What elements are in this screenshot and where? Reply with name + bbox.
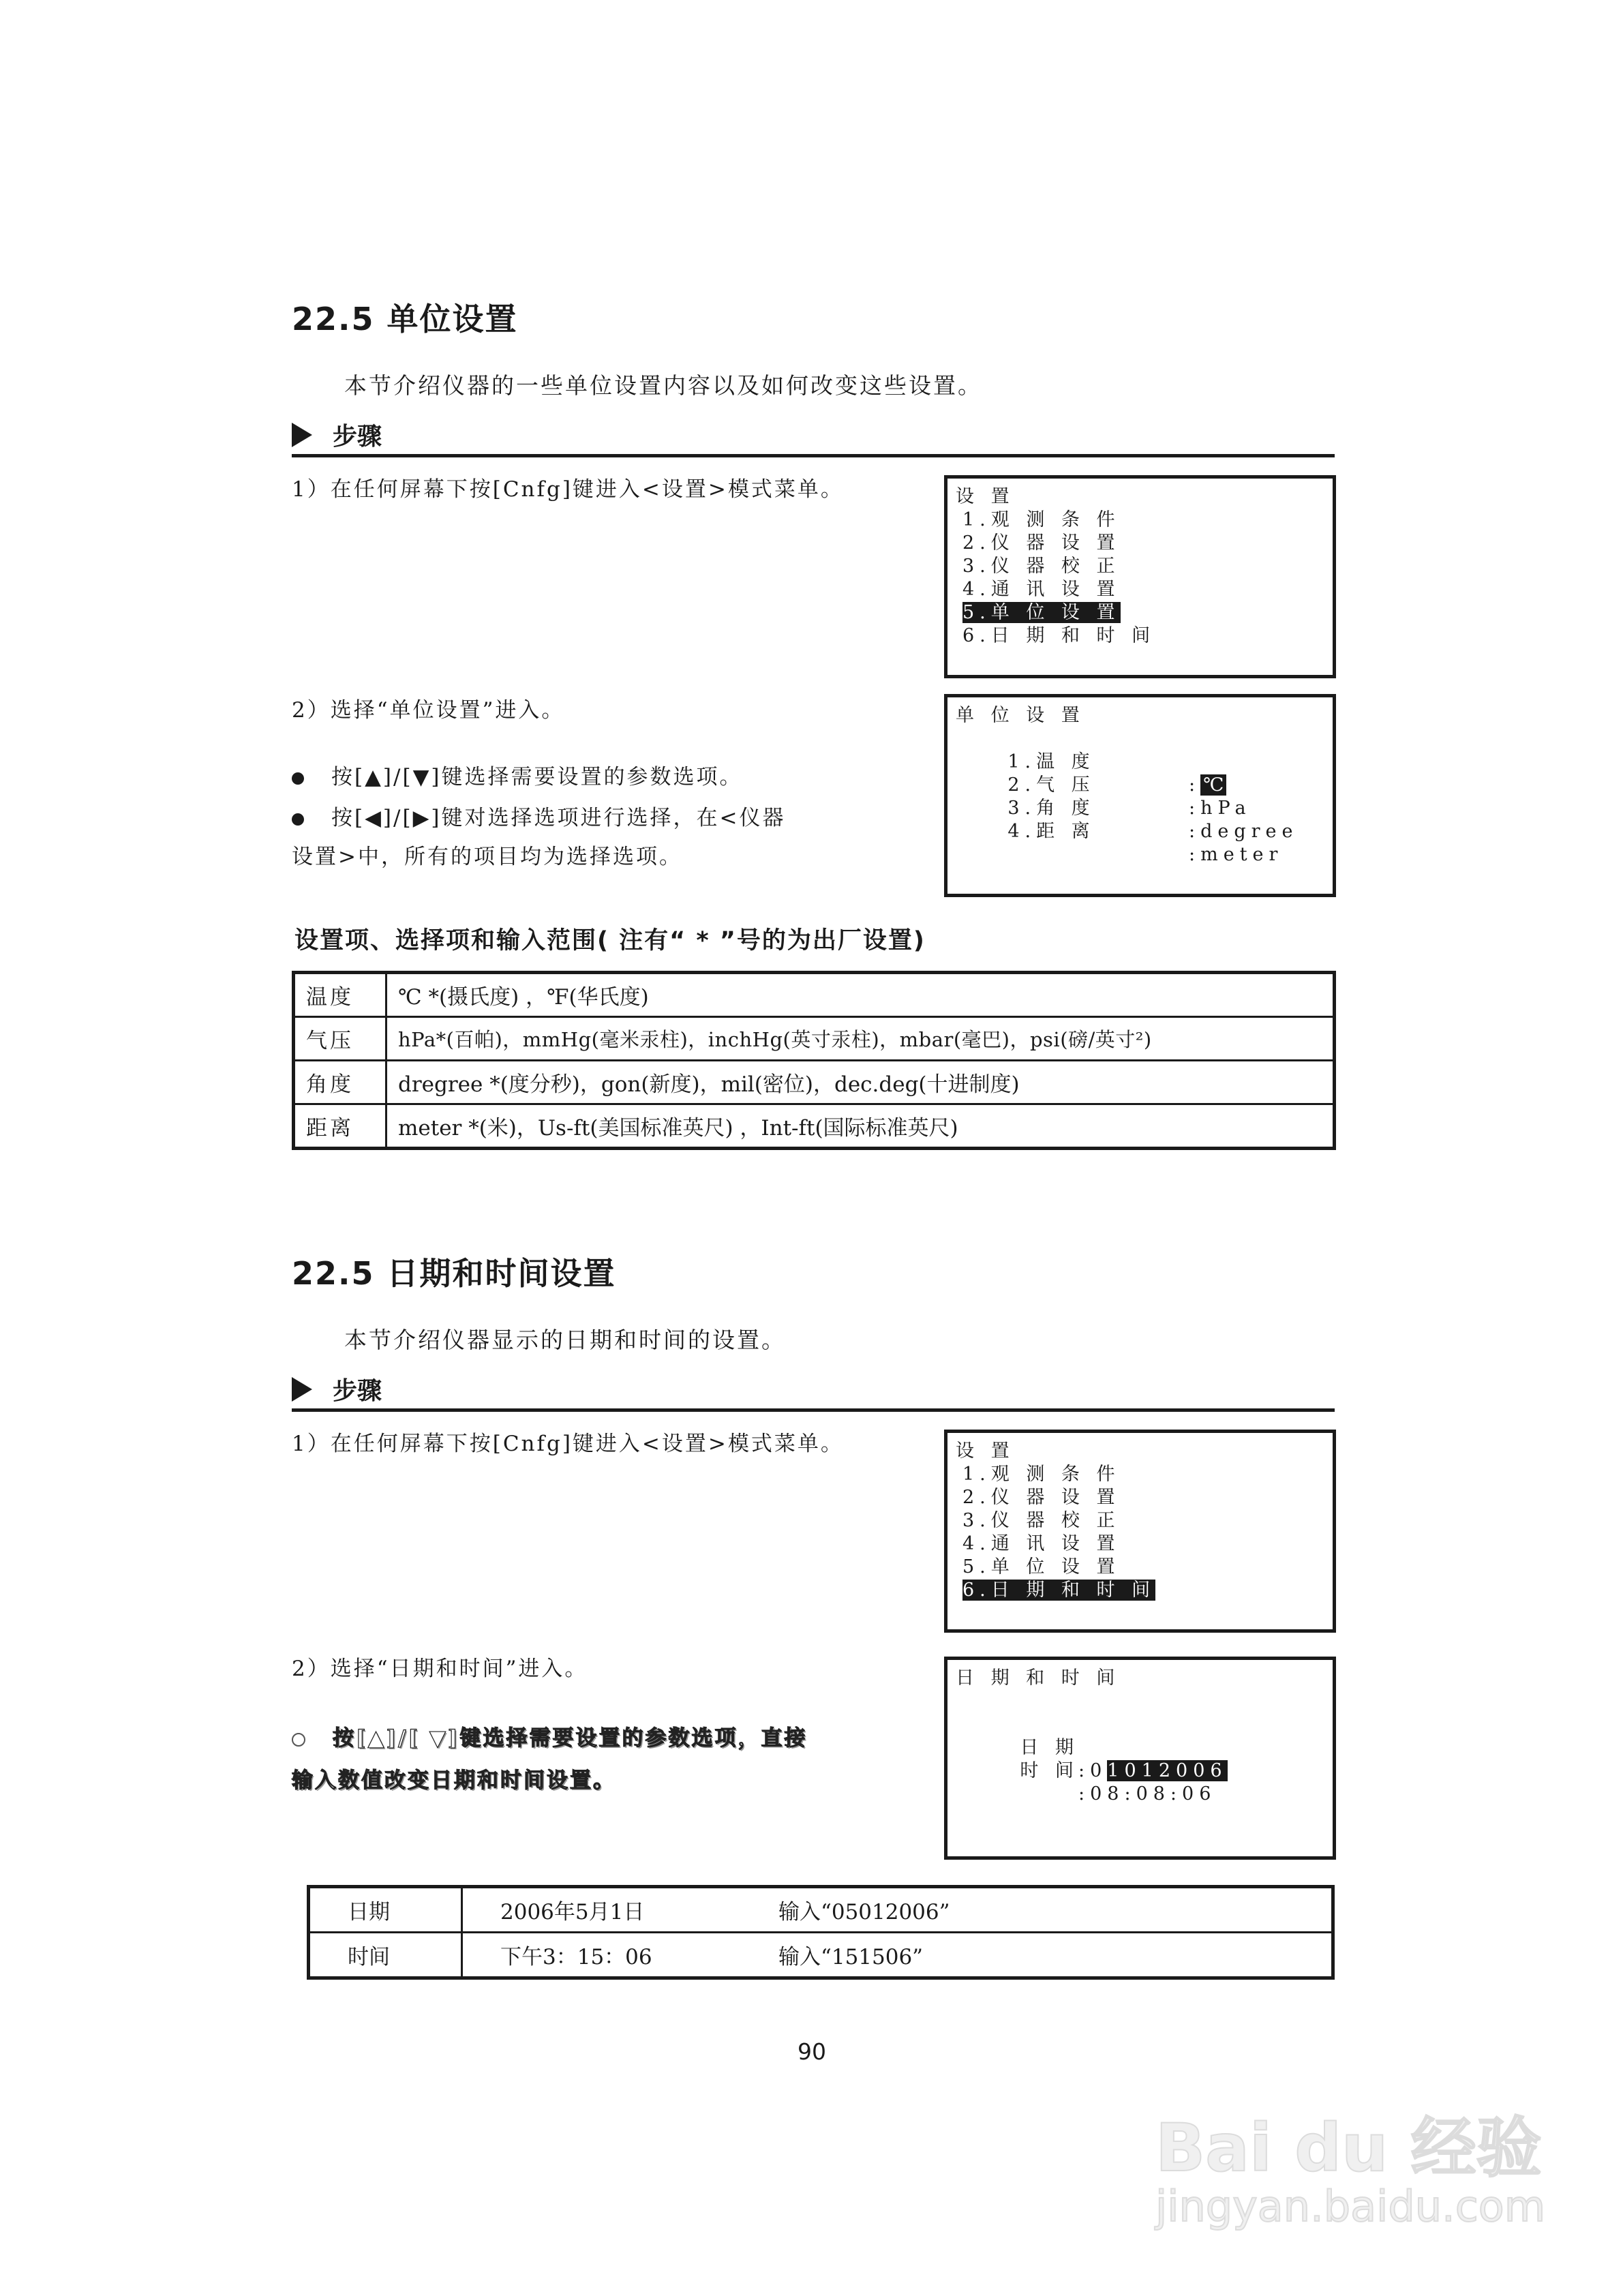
table-row: 距离 meter *(米)，Us-ft(美国标准英尺) ，Int-ft(国际标准英尺) [294, 1104, 1335, 1149]
bullet-icon [292, 813, 304, 826]
triangle-right-icon [292, 1377, 312, 1402]
lcd-settings-menu [944, 475, 1336, 678]
bullet-icon [292, 772, 304, 785]
divider [292, 454, 1335, 457]
step-2-text: 2）选择“日期和时间”进入。 [292, 1657, 588, 1681]
lcd-unit-temperature[interactable]: 1.温 度 : ℃ [956, 727, 1324, 751]
table-row: 角度 dregree *(度分秒)，gon(新度)，mil(密位)，dec.deg(十进制度) [294, 1061, 1335, 1104]
lcd-datetime-screen [944, 1657, 1336, 1860]
table-row: 气压 hPa*(百帕)，mmHg(毫米汞柱)，inchHg(英寸汞柱)，mbar(毫巴)，psi(磅/英寸²) [294, 1017, 1335, 1061]
lcd-time-field[interactable]: 时 间 :08:08:06 [1020, 1760, 1217, 1804]
bullet-2: 按[◀]/[▶]键对选择选项进行选择，在<仪器 [292, 804, 785, 832]
page-number: 90 [798, 2038, 826, 2065]
triangle-right-icon [292, 423, 312, 447]
section-intro-datetime: 本节介绍仪器显示的日期和时间的设置。 [344, 1327, 786, 1353]
units-table [292, 971, 1336, 1150]
step-2-text: 2）选择“单位设置”进入。 [292, 698, 565, 723]
lcd-title: 单 位 设 置 [956, 705, 1085, 726]
baidu-watermark-logo: Bai du 经验 [1155, 2110, 1542, 2186]
lcd-menu-item[interactable]: 3.仪 器 校 正 [962, 556, 1121, 577]
lcd-menu-item[interactable]: 2.仪 器 设 置 [962, 532, 1121, 554]
steps-label: 步骤 [333, 423, 382, 451]
bullet-1-continued: 输入数值改变日期和时间设置。 [292, 1768, 616, 1793]
lcd-menu-item[interactable]: 1.观 测 条 件 [962, 509, 1121, 530]
table-title-units: 设置项、选择项和输入范围( 注有“ * ”号的为出厂设置) [294, 927, 926, 954]
lcd-menu-item[interactable]: 1.观 测 条 件 [962, 1464, 1121, 1485]
divider [292, 1408, 1335, 1412]
lcd-units-screen [944, 694, 1336, 897]
step-1-text: 1）在任何屏幕下按[Cnfg]键进入<设置>模式菜单。 [292, 477, 844, 502]
lcd-date-field[interactable]: 日 期 :01012006 [1020, 1737, 1228, 1781]
bullet-2-continued: 设置>中，所有的项目均为选择选项。 [292, 845, 682, 869]
lcd-menu-item-selected[interactable]: 6.日 期 和 时 间 [962, 1580, 1156, 1601]
lcd-title: 日 期 和 时 间 [956, 1667, 1121, 1689]
section-title-datetime: 22.5 日期和时间设置 [292, 1255, 616, 1292]
cursor: 0 [1090, 1760, 1108, 1781]
lcd-menu-item[interactable]: 2.仪 器 设 置 [962, 1487, 1121, 1508]
bullet-1: 按[▲]/[▼]键选择需要设置的参数选项。 [292, 764, 743, 791]
steps-heading-datetime [292, 1372, 382, 1406]
section-title-units: 22.5 单位设置 [292, 301, 518, 337]
lcd-menu-item[interactable]: 4.通 讯 设 置 [962, 579, 1121, 600]
lcd-menu-item[interactable]: 5.单 位 设 置 [962, 1556, 1121, 1577]
step-1-text: 1）在任何屏幕下按[Cnfg]键进入<设置>模式菜单。 [292, 1432, 844, 1456]
lcd-settings-menu [944, 1430, 1336, 1633]
lcd-title: 设 置 [956, 486, 1015, 507]
lcd-menu-item[interactable]: 6.日 期 和 时 间 [962, 625, 1156, 646]
lcd-unit-distance[interactable]: 4.距 离 :meter [1007, 821, 1284, 865]
lcd-title: 设 置 [956, 1440, 1015, 1462]
section-intro-units: 本节介绍仪器的一些单位设置内容以及如何改变这些设置。 [344, 372, 982, 399]
steps-label: 步骤 [333, 1377, 382, 1405]
steps-heading-units [292, 417, 382, 452]
table-row: 温度 ℃ *(摄氏度) ，℉(华氏度) [294, 973, 1335, 1017]
lcd-menu-item[interactable]: 3.仪 器 校 正 [962, 1510, 1121, 1531]
bullet-1: 按[▲]/[ ▼]键选择需要设置的参数选项，直接 [292, 1725, 807, 1752]
lcd-menu-item-selected[interactable]: 5.单 位 设 置 [962, 602, 1121, 623]
bullet-ring-icon [292, 1733, 305, 1747]
lcd-unit-pressure[interactable]: 2.气 压 :hPa [1007, 774, 1252, 819]
lcd-menu-item[interactable]: 4.通 讯 设 置 [962, 1533, 1121, 1554]
lcd-unit-angle[interactable]: 3.角 度 :degree [1007, 798, 1299, 842]
baidu-watermark-url: jingyan.baidu.com [1155, 2181, 1546, 2231]
table-row: 时间 下午3：15：06 输入“151506” [309, 1933, 1333, 1978]
table-row: 日期 2006年5月1日 输入“05012006” [309, 1887, 1333, 1933]
datetime-example-table [307, 1885, 1335, 1980]
